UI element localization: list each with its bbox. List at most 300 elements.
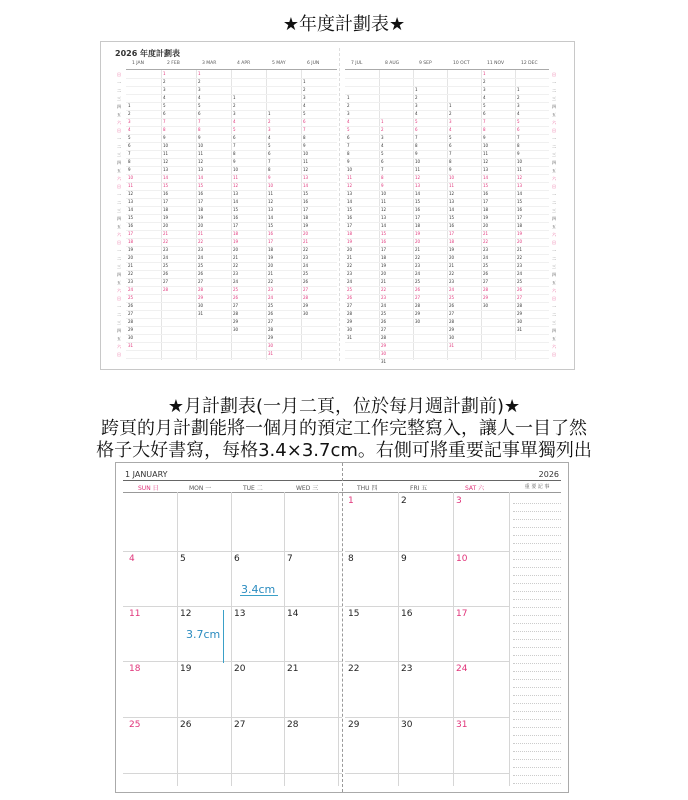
- notes-line: [513, 599, 561, 600]
- notes-line: [513, 671, 561, 672]
- notes-line: [513, 759, 561, 760]
- year-day-number: 30: [449, 335, 455, 340]
- notes-line: [513, 663, 561, 664]
- year-day-number: 14: [163, 175, 169, 180]
- year-day-number: 15: [347, 207, 353, 212]
- year-day-number: 26: [449, 303, 455, 308]
- year-day-number: 10: [517, 159, 523, 164]
- year-day-number: 27: [483, 279, 489, 284]
- year-day-number: 12: [449, 191, 455, 196]
- year-day-number: 11: [483, 151, 489, 156]
- notes-line: [513, 743, 561, 744]
- calendar-date[interactable]: 15: [348, 609, 360, 619]
- weekday-label: 六: [552, 176, 556, 181]
- year-day-number: 4: [233, 119, 236, 124]
- calendar-date[interactable]: 1: [348, 496, 354, 506]
- weekday-label: 一: [117, 192, 121, 197]
- year-day-number: 28: [198, 287, 204, 292]
- weekday-header: THU 四: [357, 485, 378, 492]
- weekday-label: 三: [552, 96, 556, 101]
- calendar-date[interactable]: 14: [287, 609, 299, 619]
- year-day-number: 30: [381, 351, 387, 356]
- calendar-date[interactable]: 18: [129, 664, 141, 674]
- grid-column-line: [453, 492, 454, 786]
- year-day-number: 22: [483, 239, 489, 244]
- year-day-number: 23: [517, 263, 523, 268]
- year-day-number: 16: [163, 191, 169, 196]
- month-header: 5 MAY: [272, 61, 286, 66]
- year-grid-row: [345, 350, 549, 359]
- month-headers-left: [126, 61, 337, 70]
- year-day-number: 30: [233, 327, 239, 332]
- weekday-label: 日: [117, 184, 121, 189]
- year-day-number: 20: [233, 247, 239, 252]
- weekday-label: 二: [552, 144, 556, 149]
- year-day-number: 28: [381, 335, 387, 340]
- month-header: 8 AUG: [385, 61, 400, 66]
- year-day-number: 5: [128, 135, 131, 140]
- calendar-date[interactable]: 22: [348, 664, 360, 674]
- weekday-label: 一: [117, 136, 121, 141]
- notes-line: [513, 695, 561, 696]
- year-day-number: 9: [128, 167, 131, 172]
- year-day-number: 20: [381, 271, 387, 276]
- year-day-number: 19: [233, 239, 239, 244]
- year-day-number: 22: [128, 271, 134, 276]
- year-day-number: 26: [128, 303, 134, 308]
- year-day-number: 8: [303, 135, 306, 140]
- calendar-date[interactable]: 4: [129, 554, 135, 564]
- year-day-number: 24: [483, 255, 489, 260]
- year-day-number: 20: [268, 263, 274, 268]
- calendar-date[interactable]: 23: [401, 664, 413, 674]
- calendar-date[interactable]: 3: [456, 496, 462, 506]
- year-day-number: 28: [233, 311, 239, 316]
- year-day-number: 12: [415, 175, 421, 180]
- calendar-date[interactable]: 12: [180, 609, 192, 619]
- year-day-number: 9: [233, 159, 236, 164]
- grid-row-line: [123, 551, 342, 552]
- grid-row-line: [345, 551, 509, 552]
- year-day-number: 20: [449, 255, 455, 260]
- year-day-number: 16: [128, 223, 134, 228]
- year-day-number: 25: [198, 263, 204, 268]
- weekday-label: 三: [552, 152, 556, 157]
- year-day-number: 27: [268, 319, 274, 324]
- year-day-number: 23: [415, 263, 421, 268]
- year-day-number: 5: [268, 143, 271, 148]
- year-day-number: 8: [449, 159, 452, 164]
- year-day-number: 23: [128, 279, 134, 284]
- year-day-number: 25: [163, 263, 169, 268]
- year-day-number: 13: [381, 215, 387, 220]
- year-day-number: 28: [415, 303, 421, 308]
- weekday-label: 四: [117, 272, 121, 277]
- year-day-number: 23: [303, 255, 309, 260]
- year-day-number: 29: [233, 319, 239, 324]
- weekday-label: 五: [552, 224, 556, 229]
- year-day-number: 30: [517, 319, 523, 324]
- year-day-number: 13: [415, 183, 421, 188]
- year-day-number: 8: [381, 175, 384, 180]
- year-day-number: 7: [347, 143, 350, 148]
- year-day-number: 30: [347, 327, 353, 332]
- year-day-number: 20: [517, 239, 523, 244]
- weekday-label: 二: [117, 256, 121, 261]
- year-day-number: 26: [268, 311, 274, 316]
- weekday-label: 二: [117, 200, 121, 205]
- year-day-number: 10: [483, 143, 489, 148]
- weekday-label: 日: [117, 128, 121, 133]
- year-day-number: 25: [381, 311, 387, 316]
- weekday-label: 六: [552, 344, 556, 349]
- year-day-number: 3: [163, 87, 166, 92]
- calendar-date[interactable]: 29: [348, 720, 360, 730]
- grid-row-line: [123, 773, 342, 774]
- year-day-number: 15: [268, 223, 274, 228]
- weekday-label: 二: [117, 88, 121, 93]
- year-day-number: 29: [381, 343, 387, 348]
- weekday-header: SAT 六: [465, 485, 485, 492]
- year-day-number: 18: [268, 247, 274, 252]
- year-day-number: 15: [128, 215, 134, 220]
- calendar-date[interactable]: 26: [180, 720, 192, 730]
- year-day-number: 20: [163, 223, 169, 228]
- calendar-date[interactable]: 16: [401, 609, 413, 619]
- calendar-date[interactable]: 17: [456, 609, 468, 619]
- year-day-number: 26: [303, 279, 309, 284]
- year-day-number: 17: [415, 215, 421, 220]
- weekday-label: 六: [117, 344, 121, 349]
- calendar-date[interactable]: 27: [234, 720, 246, 730]
- year-day-number: 29: [347, 319, 353, 324]
- weekday-label: 六: [117, 232, 121, 237]
- year-day-number: 9: [268, 175, 271, 180]
- year-day-number: 18: [347, 231, 353, 236]
- grid-row-line: [345, 606, 509, 607]
- calendar-date[interactable]: 24: [456, 664, 468, 674]
- year-day-number: 6: [233, 135, 236, 140]
- year-day-number: 22: [381, 287, 387, 292]
- year-day-number: 13: [347, 191, 353, 196]
- year-day-number: 10: [347, 167, 353, 172]
- year-day-number: 12: [483, 159, 489, 164]
- year-day-number: 22: [415, 255, 421, 260]
- weekday-label: 五: [552, 168, 556, 173]
- year-day-number: 18: [163, 207, 169, 212]
- year-day-number: 4: [303, 103, 306, 108]
- weekday-label: 三: [552, 264, 556, 269]
- year-day-number: 29: [449, 327, 455, 332]
- year-day-number: 10: [128, 175, 134, 180]
- year-day-number: 16: [198, 191, 204, 196]
- year-day-number: 21: [449, 263, 455, 268]
- year-day-number: 31: [268, 351, 274, 356]
- year-day-number: 4: [128, 127, 131, 132]
- year-day-number: 14: [381, 223, 387, 228]
- grid-row-line: [345, 773, 509, 774]
- year-day-number: 3: [268, 127, 271, 132]
- calendar-date[interactable]: 25: [129, 720, 141, 730]
- year-day-number: 20: [415, 239, 421, 244]
- year-day-number: 3: [233, 111, 236, 116]
- year-day-number: 25: [415, 279, 421, 284]
- year-day-number: 1: [128, 103, 131, 108]
- year-day-number: 17: [163, 199, 169, 204]
- year-day-number: 28: [449, 319, 455, 324]
- year-day-number: 12: [128, 191, 134, 196]
- weekday-label: 四: [552, 272, 556, 277]
- year-day-number: 1: [347, 95, 350, 100]
- year-day-number: 14: [347, 199, 353, 204]
- month-header: 10 OCT: [453, 61, 470, 66]
- notes-line: [513, 679, 561, 680]
- calendar-date[interactable]: 28: [287, 720, 299, 730]
- description-line-2: 格子大好書寫，每格3.4×3.7cm。右側可將重要記事單獨列出: [96, 440, 592, 461]
- year-day-number: 14: [449, 207, 455, 212]
- weekday-label: 一: [552, 80, 556, 85]
- year-day-number: 3: [517, 103, 520, 108]
- year-day-number: 11: [198, 151, 204, 156]
- year-day-number: 26: [415, 287, 421, 292]
- year-day-number: 10: [198, 143, 204, 148]
- year-day-number: 19: [303, 223, 309, 228]
- year-day-number: 24: [415, 271, 421, 276]
- weekday-label: 日: [117, 240, 121, 245]
- notes-line: [513, 551, 561, 552]
- calendar-date[interactable]: 2: [401, 496, 407, 506]
- calendar-date[interactable]: 11: [129, 609, 141, 619]
- notes-line: [513, 727, 561, 728]
- weekday-label: 三: [117, 320, 121, 325]
- year-day-number: 23: [163, 247, 169, 252]
- year-day-number: 12: [233, 183, 239, 188]
- year-day-number: 19: [415, 231, 421, 236]
- year-day-number: 10: [381, 191, 387, 196]
- weekday-label: 一: [552, 136, 556, 141]
- grid-row-line: [345, 661, 509, 662]
- year-day-number: 10: [303, 151, 309, 156]
- year-day-number: 8: [347, 151, 350, 156]
- year-day-number: 27: [449, 311, 455, 316]
- weekday-header: FRI 五: [410, 485, 428, 492]
- year-day-number: 17: [347, 223, 353, 228]
- weekday-header: SUN 日: [138, 485, 159, 492]
- weekday-label: 五: [117, 280, 121, 285]
- year-day-number: 13: [303, 175, 309, 180]
- year-day-number: 30: [268, 343, 274, 348]
- year-day-number: 12: [268, 199, 274, 204]
- year-day-number: 16: [415, 207, 421, 212]
- year-day-number: 14: [415, 191, 421, 196]
- year-day-number: 29: [303, 303, 309, 308]
- year-day-number: 5: [198, 103, 201, 108]
- weekday-label: 四: [117, 216, 121, 221]
- year-day-number: 24: [381, 303, 387, 308]
- year-day-number: 11: [268, 191, 274, 196]
- year-day-number: 4: [449, 127, 452, 132]
- grid-row-line: [345, 717, 509, 718]
- year-day-number: 5: [449, 135, 452, 140]
- year-day-number: 15: [303, 191, 309, 196]
- year-day-number: 21: [415, 247, 421, 252]
- year-day-number: 2: [303, 87, 306, 92]
- weekday-header: WED 三: [296, 485, 319, 492]
- grid-row-line: [123, 606, 342, 607]
- weekday-label: 六: [117, 288, 121, 293]
- year-day-number: 18: [128, 239, 134, 244]
- weekday-label: 一: [117, 304, 121, 309]
- year-day-number: 11: [449, 183, 455, 188]
- year-day-number: 5: [517, 119, 520, 124]
- year-day-number: 19: [198, 215, 204, 220]
- year-day-number: 15: [198, 183, 204, 188]
- year-day-number: 2: [163, 79, 166, 84]
- calendar-date[interactable]: 20: [234, 664, 246, 674]
- year-day-number: 4: [268, 135, 271, 140]
- weekday-label: 一: [117, 80, 121, 85]
- year-day-number: 23: [449, 279, 455, 284]
- year-day-number: 19: [163, 215, 169, 220]
- calendar-date[interactable]: 13: [234, 609, 246, 619]
- year-day-number: 24: [233, 279, 239, 284]
- year-day-number: 26: [347, 295, 353, 300]
- year-day-number: 3: [198, 87, 201, 92]
- notes-line: [513, 543, 561, 544]
- year-day-number: 5: [303, 111, 306, 116]
- notes-line: [513, 775, 561, 776]
- year-day-number: 29: [198, 295, 204, 300]
- year-day-number: 6: [415, 127, 418, 132]
- year-day-number: 26: [381, 319, 387, 324]
- year-day-number: 17: [449, 231, 455, 236]
- year-day-number: 6: [449, 143, 452, 148]
- weekday-label: 日: [117, 352, 121, 357]
- year-day-number: 28: [163, 287, 169, 292]
- year-day-number: 11: [163, 151, 169, 156]
- year-day-number: 7: [303, 127, 306, 132]
- year-day-number: 16: [347, 215, 353, 220]
- calendar-date[interactable]: 7: [287, 554, 293, 564]
- year-day-number: 13: [128, 199, 134, 204]
- year-day-number: 22: [449, 271, 455, 276]
- year-day-number: 17: [303, 207, 309, 212]
- year-day-number: 12: [303, 167, 309, 172]
- year-day-number: 1: [268, 111, 271, 116]
- weekday-label: 四: [552, 216, 556, 221]
- notes-line: [513, 623, 561, 624]
- year-day-number: 16: [449, 223, 455, 228]
- year-day-number: 1: [449, 103, 452, 108]
- calendar-date[interactable]: 30: [401, 720, 413, 730]
- weekday-label: 日: [117, 296, 121, 301]
- calendar-date[interactable]: 21: [287, 664, 299, 674]
- calendar-date[interactable]: 6: [234, 554, 240, 564]
- year-day-number: 16: [381, 239, 387, 244]
- month-header: 12 DEC: [521, 61, 538, 66]
- year-day-number: 6: [198, 111, 201, 116]
- year-day-number: 25: [233, 287, 239, 292]
- year-day-number: 13: [163, 167, 169, 172]
- weekday-label: 四: [117, 328, 121, 333]
- year-day-number: 3: [415, 103, 418, 108]
- year-day-number: 6: [163, 111, 166, 116]
- year-day-number: 3: [449, 119, 452, 124]
- month-header: 3 MAR: [202, 61, 217, 66]
- month-header: 9 SEP: [419, 61, 432, 66]
- year-day-number: 21: [347, 255, 353, 260]
- grid-column-line: [338, 492, 339, 786]
- month-header: 4 APR: [237, 61, 251, 66]
- year-day-number: 31: [381, 359, 387, 364]
- notes-line: [513, 711, 561, 712]
- year-day-number: 16: [483, 191, 489, 196]
- year-day-number: 21: [233, 255, 239, 260]
- year-day-number: 31: [198, 311, 204, 316]
- calendar-date[interactable]: 31: [456, 720, 468, 730]
- year-day-number: 6: [381, 159, 384, 164]
- year-day-number: 28: [128, 319, 134, 324]
- year-day-number: 8: [233, 151, 236, 156]
- year-day-number: 10: [449, 175, 455, 180]
- weekday-label: 四: [552, 328, 556, 333]
- cell-height-label: 3.7cm: [186, 628, 221, 641]
- year-day-number: 15: [517, 199, 523, 204]
- year-day-number: 21: [198, 231, 204, 236]
- calendar-date[interactable]: 8: [348, 554, 354, 564]
- year-day-number: 18: [517, 223, 523, 228]
- notes-line: [513, 719, 561, 720]
- weekday-label: 六: [117, 120, 121, 125]
- year-day-number: 17: [198, 199, 204, 204]
- weekday-label: 二: [552, 256, 556, 261]
- notes-line: [513, 783, 561, 784]
- year-day-number: 2: [449, 111, 452, 116]
- year-day-number: 6: [128, 143, 131, 148]
- weekday-label: 三: [552, 320, 556, 325]
- year-day-number: 19: [483, 215, 489, 220]
- weekday-label: 三: [117, 96, 121, 101]
- year-day-number: 7: [163, 119, 166, 124]
- notes-line: [513, 751, 561, 752]
- year-day-number: 23: [233, 271, 239, 276]
- year-day-number: 23: [268, 287, 274, 292]
- calendar-date[interactable]: 5: [180, 554, 186, 564]
- year-day-number: 4: [381, 143, 384, 148]
- year-day-number: 30: [198, 303, 204, 308]
- calendar-date[interactable]: 10: [456, 554, 468, 564]
- year-day-number: 30: [303, 311, 309, 316]
- year-day-number: 26: [483, 271, 489, 276]
- year-day-number: 31: [449, 343, 455, 348]
- year-day-number: 6: [268, 151, 271, 156]
- month-planner-heading: ★月計劃表(一月二頁，位於每月週計劃前)★: [167, 396, 521, 417]
- year-day-number: 4: [517, 111, 520, 116]
- year-day-number: 11: [381, 199, 387, 204]
- notes-header: 重 要 記 事: [524, 484, 550, 490]
- weekday-label: 一: [552, 192, 556, 197]
- weekday-label: 二: [117, 144, 121, 149]
- calendar-date[interactable]: 19: [180, 664, 192, 674]
- weekday-label: 六: [552, 120, 556, 125]
- weekday-label: 日: [117, 72, 121, 77]
- calendar-date[interactable]: 9: [401, 554, 407, 564]
- weekday-label: 四: [117, 104, 121, 109]
- year-day-number: 27: [347, 303, 353, 308]
- year-day-number: 2: [517, 95, 520, 100]
- year-day-number: 10: [233, 167, 239, 172]
- weekday-label: 五: [117, 168, 121, 173]
